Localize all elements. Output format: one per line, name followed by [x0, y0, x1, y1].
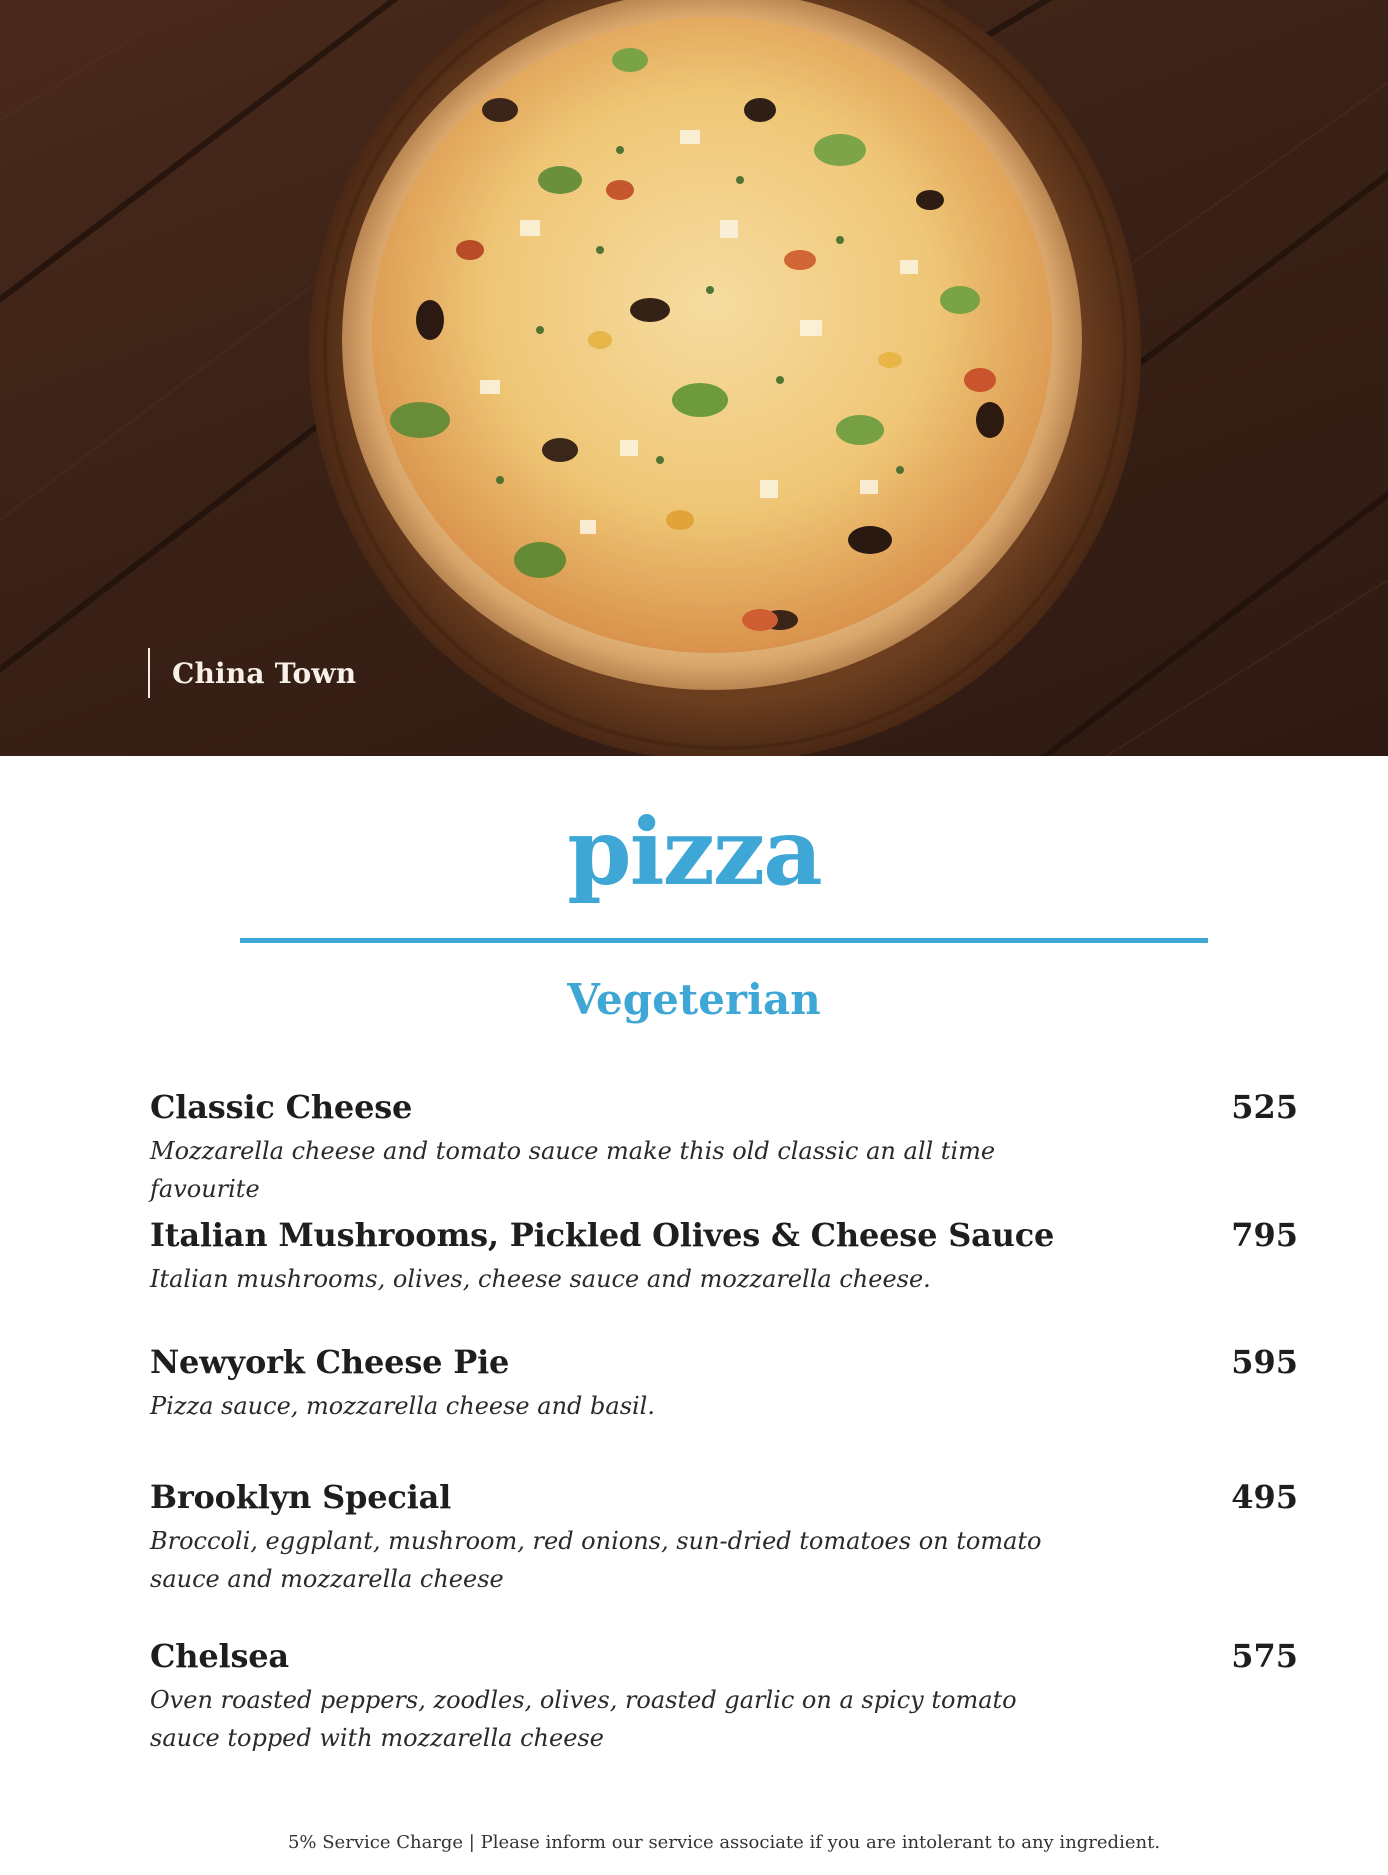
item-price: 595 — [1231, 1343, 1298, 1381]
menu-title: pizza — [567, 798, 821, 906]
hero-image — [0, 0, 1388, 756]
item-description: Mozzarella cheese and tomato sauce make this old classic an all time favourite — [150, 1137, 996, 1203]
section-title: Vegeterian — [567, 975, 821, 1024]
footer-note: 5% Service Charge | Please inform our service associate if you are intolerant to any ingredient. — [287, 1832, 1161, 1853]
menu-item — [150, 1214, 1298, 1298]
menu-item — [150, 1341, 1298, 1425]
item-description: Italian mushrooms, olives, cheese sauce and mozzarella cheese. — [150, 1265, 931, 1293]
item-description: Pizza sauce, mozzarella cheese and basil. — [150, 1392, 655, 1420]
item-price: 495 — [1231, 1478, 1298, 1516]
location-label — [148, 648, 356, 698]
menu-item — [150, 1086, 1298, 1208]
menu-item — [150, 1476, 1298, 1598]
item-name: Chelsea — [150, 1637, 289, 1675]
item-name: Newyork Cheese Pie — [150, 1343, 510, 1381]
title-divider — [240, 938, 1208, 943]
location-text: China Town — [172, 656, 357, 690]
item-description: Broccoli, eggplant, mushroom, red onions, sun-dried tomatoes on tomato sauce and mozzarella cheese — [150, 1527, 1042, 1593]
item-price: 525 — [1231, 1088, 1298, 1126]
item-price: 575 — [1231, 1637, 1298, 1675]
menu-item — [150, 1635, 1298, 1757]
item-name: Italian Mushrooms, Pickled Olives & Cheese Sauce — [150, 1216, 1055, 1254]
pizza-photo — [0, 0, 1388, 756]
item-name: Brooklyn Special — [150, 1478, 452, 1516]
item-description: Oven roasted peppers, zoodles, olives, roasted garlic on a spicy tomato sauce topped with mozzarella cheese — [150, 1686, 1017, 1752]
item-price: 795 — [1231, 1216, 1298, 1254]
item-name: Classic Cheese — [150, 1088, 413, 1126]
